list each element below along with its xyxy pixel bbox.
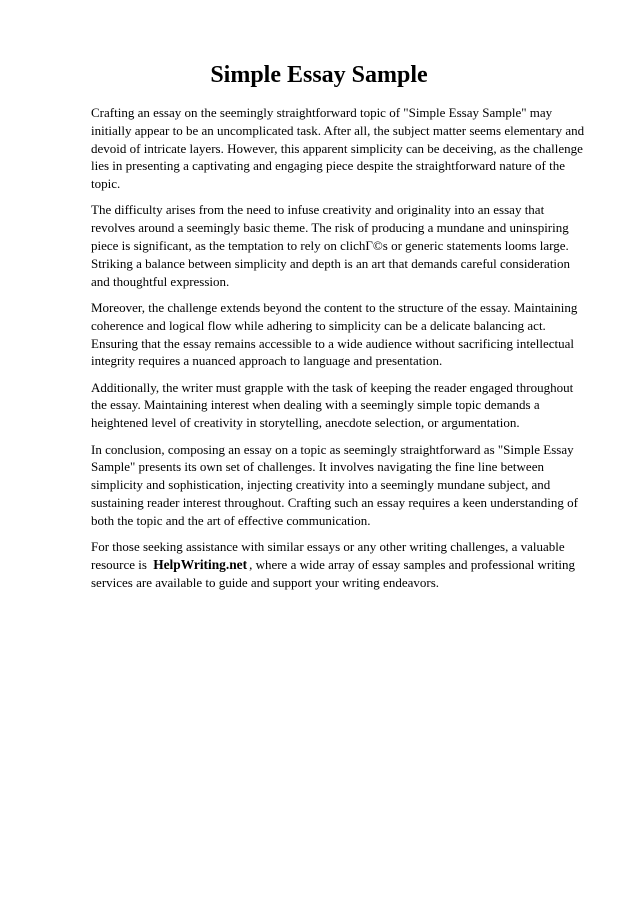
paragraph-structure: Moreover, the challenge extends beyond the content to the structure of the essay. Maintaining coherence and logical flow while adhering to simplicity can be a delicate balancing act. Ensuring that the essay remains accessible to a wide audience without sacrificing intellectual integrity requires a nuanced approach to language and presentation. (91, 299, 578, 369)
resource-text-before: For those seeking assistance with similar essays or any other writing challenges, a valuable resource is (91, 539, 565, 572)
document-body (91, 104, 591, 600)
helpwriting-link[interactable]: HelpWriting.net (153, 556, 248, 572)
paragraph-difficulty: The difficulty arises from the need to infuse creativity and originality into an essay that revolves around a seemingly basic theme. The risk of producing a mundane and uninspiring piece is significant, as the temptation to rely on clichΓ©s or generic statements looms large. Striking a balance between simplicity and depth is an art that demands careful consideration and thoughtful expression. (91, 202, 571, 289)
paragraph-conclusion: In conclusion, composing an essay on a topic as seemingly straightforward as "Simple Essay Sample" presents its own set of challenges. It involves navigating the fine line between simplicity and sophistication, injecting creativity into a seemingly mundane subject, and sustaining reader interest throughout. Crafting such an essay requires a keen understanding of both the topic and the art of effective communication. (91, 441, 578, 528)
paragraph-resource (91, 538, 591, 591)
paragraph-engagement: Additionally, the writer must grapple with the task of keeping the reader engaged throughout the essay. Maintaining interest when dealing with a seemingly simple topic demands a heightened level of creativity in storytelling, anecdote selection, or argumentation. (91, 379, 574, 431)
resource-text-after: , where a wide array of essay samples and professional writing services are available to guide and support your writing endeavors. (91, 556, 576, 590)
document-title: Simple Essay Sample (210, 62, 428, 88)
paragraph-intro: Crafting an essay on the seemingly straightforward topic of "Simple Essay Sample" may initially appear to be an uncomplicated task. After all, the subject matter seems elementary and devoid of intricate layers. However, this apparent simplicity can be deceiving, as the challenge lies in presenting a captivating and engaging piece despite the straightforward nature of the topic. (91, 105, 585, 192)
